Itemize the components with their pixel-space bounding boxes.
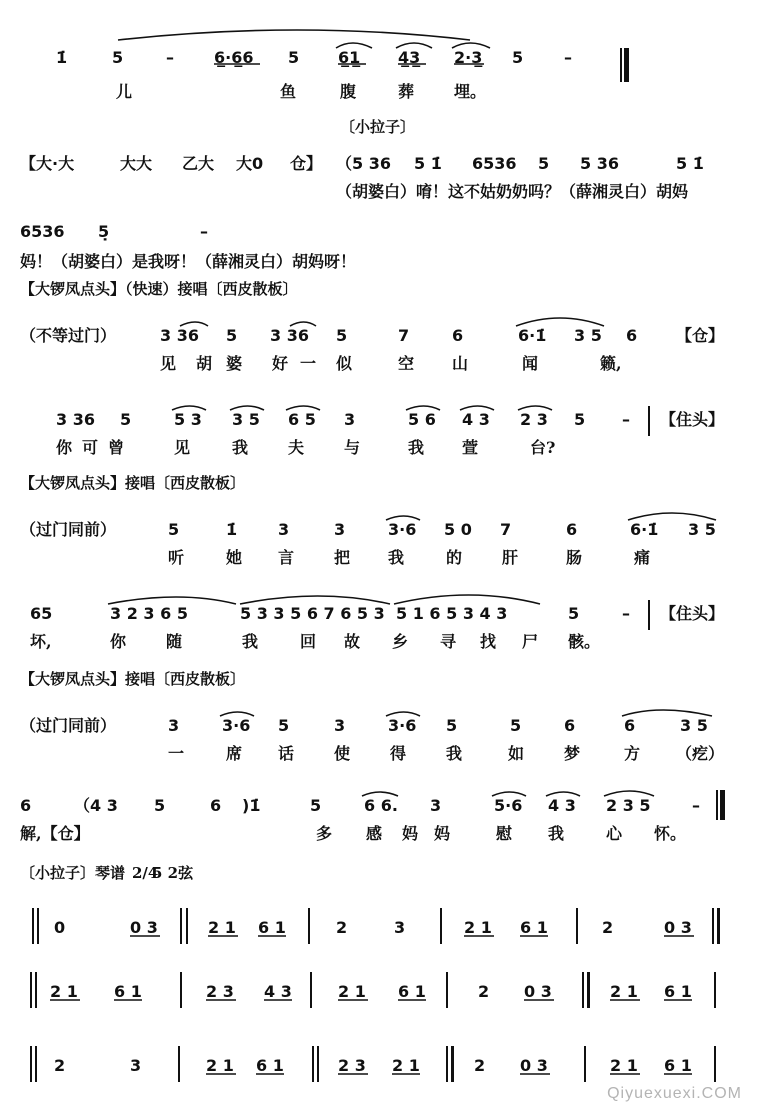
lyric-text: 好 bbox=[272, 354, 289, 373]
bar bbox=[648, 406, 650, 436]
lyric-text: 随 bbox=[166, 632, 183, 651]
note-group: 5 bbox=[226, 326, 238, 345]
lyric-text: 把 bbox=[334, 548, 351, 567]
lyric-text: 坏, bbox=[30, 632, 52, 651]
note-group: 3 5 bbox=[680, 716, 708, 735]
note-group: 6 5 bbox=[288, 410, 316, 429]
note-group: 5 bbox=[538, 154, 550, 173]
lyric-text: 她 bbox=[226, 548, 243, 567]
note-group: 5 bbox=[512, 48, 524, 67]
lyric-text: 似 bbox=[336, 354, 353, 373]
note-group: 6 1 bbox=[520, 918, 548, 937]
slur bbox=[394, 595, 540, 604]
note-group: 3 5 bbox=[688, 520, 716, 539]
lyric-text: 葬 bbox=[398, 82, 415, 101]
note-group: 3 bbox=[430, 796, 442, 815]
note-group: 6 1 bbox=[114, 982, 142, 1001]
lyric-text: 山 bbox=[452, 354, 469, 373]
note-group: 3 2 3 6 5 bbox=[110, 604, 188, 623]
lyric-text: 儿 bbox=[116, 82, 133, 101]
note-group: 6·1̇ bbox=[518, 326, 547, 345]
note-group: （5 36 bbox=[336, 154, 391, 173]
note-group: – bbox=[166, 48, 174, 67]
note-group: 5 1 6 5 3 4 3 bbox=[396, 604, 508, 623]
note-group: 3 bbox=[334, 716, 346, 735]
lyric-text: 见 bbox=[160, 354, 177, 373]
note-group: 5 bbox=[446, 716, 458, 735]
note-group: 5 1̇ bbox=[676, 154, 704, 173]
note-group: 5 bbox=[568, 604, 580, 623]
note-group: 2 bbox=[602, 918, 614, 937]
note-group: 0 3 bbox=[524, 982, 552, 1001]
note-group: 【住头】 bbox=[660, 410, 725, 429]
lyric-text: 闻 bbox=[522, 354, 539, 373]
note-group: 6·1̇ bbox=[630, 520, 659, 539]
lyric-text: 我 bbox=[388, 548, 405, 567]
note-group: 5 bbox=[120, 410, 132, 429]
slur bbox=[492, 792, 526, 796]
slur bbox=[230, 406, 264, 410]
slur bbox=[628, 513, 716, 520]
lyric-text: 方 bbox=[624, 744, 641, 763]
note-group: 6 bbox=[210, 796, 222, 815]
lyric-text: 我 bbox=[408, 438, 425, 457]
note-group: – bbox=[692, 796, 700, 815]
note-group: 0 bbox=[54, 918, 66, 937]
lyric-text: 多 bbox=[316, 824, 333, 843]
note-group: 2 bbox=[336, 918, 348, 937]
note-group: 2 1 bbox=[392, 1056, 420, 1075]
slur bbox=[460, 406, 494, 410]
note-group: 大大 bbox=[120, 154, 153, 173]
lyric-text: 如 bbox=[508, 744, 525, 763]
end-bar bbox=[716, 790, 718, 820]
lyric-text: 你 bbox=[56, 438, 73, 457]
note-group: 0 3 bbox=[130, 918, 158, 937]
slur bbox=[386, 516, 420, 520]
note-group: 6 bbox=[452, 326, 464, 345]
lyric-text: 寻 bbox=[440, 632, 457, 651]
slur bbox=[546, 792, 580, 796]
lyric-text: 回 bbox=[300, 632, 317, 651]
note-group: （过门同前） bbox=[20, 520, 117, 539]
note-group: 65 bbox=[30, 604, 53, 623]
note-group: 乙大 bbox=[182, 154, 215, 173]
bar bbox=[648, 600, 650, 630]
note-group: 3 bbox=[168, 716, 180, 735]
lyric-text: 听 bbox=[168, 548, 185, 567]
note-group: 2 1 bbox=[208, 918, 236, 937]
section-label: 【大锣凤点头】接唱〔西皮散板〕 bbox=[20, 474, 246, 492]
note-group: 6 6. bbox=[364, 796, 398, 815]
lyric-text: 妈 bbox=[434, 824, 451, 843]
note-group: 5 3 bbox=[174, 410, 202, 429]
section-label: 5 2弦 bbox=[152, 864, 194, 882]
note-group: 3 36 bbox=[56, 410, 95, 429]
note-group: 6 bbox=[626, 326, 638, 345]
note-group: 3·6 bbox=[388, 716, 417, 735]
note-group: 2 1 bbox=[338, 982, 366, 1001]
note-group: 6 1 bbox=[256, 1056, 284, 1075]
section-label: 〔小拉子〕琴谱 bbox=[20, 864, 126, 882]
watermark: Qiyuexuexi.COM bbox=[607, 1085, 742, 1102]
note-group: 3 bbox=[334, 520, 346, 539]
slur bbox=[396, 43, 432, 48]
note-group: 2 1 bbox=[610, 1056, 638, 1075]
note-group: 4 3 bbox=[462, 410, 490, 429]
section-label: 【大锣凤点头】（快速）接唱〔西皮散板〕 bbox=[20, 280, 298, 298]
lyric-text: 怀。 bbox=[654, 824, 687, 843]
note-group: 2 1 bbox=[50, 982, 78, 1001]
lyric-text: 我 bbox=[242, 632, 259, 651]
note-group: 2 1 bbox=[206, 1056, 234, 1075]
end-bar bbox=[624, 48, 629, 82]
note-group: （不等过门） bbox=[20, 326, 117, 345]
note-group: 3 36 bbox=[270, 326, 309, 345]
note-group: 6536 bbox=[20, 222, 65, 241]
slur bbox=[518, 406, 552, 410]
lyric-text: 你 bbox=[110, 632, 127, 651]
note-group: 6 bbox=[20, 796, 32, 815]
lyric-text: 使 bbox=[334, 744, 351, 763]
lyric-text: 埋。 bbox=[454, 82, 487, 101]
slur bbox=[286, 406, 320, 410]
lyric-text: 肠 bbox=[566, 548, 583, 567]
note-group: 5 bbox=[288, 48, 300, 67]
note-group: 5 36 bbox=[580, 154, 619, 173]
slur bbox=[180, 322, 208, 326]
note-group: 【住头】 bbox=[660, 604, 725, 623]
lyric-text: 台? bbox=[530, 438, 556, 457]
slur bbox=[622, 710, 712, 716]
note-group: 6 bbox=[566, 520, 578, 539]
lyric-text: 乡 bbox=[392, 632, 409, 651]
note-group: 6 1 bbox=[398, 982, 426, 1001]
lyric-text: 尸 bbox=[522, 632, 539, 651]
note-group: 3·6 bbox=[388, 520, 417, 539]
lyric-text: 籁, bbox=[600, 354, 622, 373]
note-group: 3·6 bbox=[222, 716, 251, 735]
note-group: 3 36 bbox=[160, 326, 199, 345]
lyric-text: 我 bbox=[548, 824, 565, 843]
slur bbox=[516, 318, 604, 326]
note-group: 0 3 bbox=[664, 918, 692, 937]
note-group: 2 bbox=[54, 1056, 66, 1075]
lyric-text: 胡 bbox=[196, 354, 213, 373]
lyric-text: 我 bbox=[232, 438, 249, 457]
note-group: 4 3 bbox=[264, 982, 292, 1001]
lyric-text: 的 bbox=[446, 548, 463, 567]
note-group: 2 bbox=[478, 982, 490, 1001]
note-group: 5 0 bbox=[444, 520, 472, 539]
end-bar bbox=[620, 48, 622, 82]
lyric-text: 言 bbox=[278, 548, 295, 567]
note-group: – bbox=[622, 410, 630, 429]
lyric-text: 席 bbox=[226, 744, 243, 763]
note-group: 6 1 bbox=[258, 918, 286, 937]
slur bbox=[452, 43, 490, 48]
lyric-text: 找 bbox=[480, 632, 497, 651]
note-group: 5·6 bbox=[494, 796, 523, 815]
note-group: 7 bbox=[398, 326, 410, 345]
note-group: 5 bbox=[154, 796, 166, 815]
lyric-text: 得 bbox=[390, 744, 407, 763]
section-label: 【大锣凤点头】接唱〔西皮散板〕 bbox=[20, 670, 246, 688]
lyric-text: 心 bbox=[606, 824, 623, 843]
note-group: 【仓】 bbox=[676, 326, 725, 345]
note-group: 5 3 3 5 6 7 6 5 3 bbox=[240, 604, 385, 623]
note-group: 3 bbox=[394, 918, 406, 937]
note-group: 5 bbox=[112, 48, 124, 67]
end-bar bbox=[720, 790, 725, 820]
note-group: 5 bbox=[168, 520, 180, 539]
note-group: 5 bbox=[574, 410, 586, 429]
note-group: （4 3 bbox=[74, 796, 118, 815]
note-group: 【大·大 bbox=[20, 154, 75, 173]
section-label: 2/4 bbox=[132, 864, 159, 882]
lyric-text: 妈！（胡婆白）是我呀！（薛湘灵白）胡妈呀！ bbox=[20, 252, 357, 271]
slur bbox=[172, 406, 206, 410]
note-group: 6 bbox=[624, 716, 636, 735]
slur bbox=[604, 791, 654, 796]
lyric-text: 慰 bbox=[496, 824, 513, 843]
note-group: 6536 bbox=[472, 154, 517, 173]
slur bbox=[220, 712, 254, 716]
note-group: 5̣ bbox=[98, 222, 110, 241]
note-group: 5 bbox=[278, 716, 290, 735]
lyric-text: 感 bbox=[366, 824, 383, 843]
note-group: 6̲1̲ bbox=[338, 48, 361, 67]
note-group: （过门同前） bbox=[20, 716, 117, 735]
note-group: 2 3 bbox=[520, 410, 548, 429]
note-group: 3 5 bbox=[574, 326, 602, 345]
note-group: 3 5 bbox=[232, 410, 260, 429]
note-group: 6 1 bbox=[664, 982, 692, 1001]
lyric-text: 夫 bbox=[288, 438, 305, 457]
note-group: 2 3 5 bbox=[606, 796, 651, 815]
lyric-text: 痛 bbox=[634, 548, 651, 567]
note-group: 仓】 bbox=[290, 154, 323, 173]
note-group: 2 3 bbox=[338, 1056, 366, 1075]
note-group: 6 1 bbox=[664, 1056, 692, 1075]
note-group: 2·3̲ bbox=[454, 48, 483, 67]
lyric-text: （胡婆白）唷！这不姑奶奶吗？（薛湘灵白）胡妈 bbox=[336, 182, 689, 201]
note-group: 1̇ bbox=[56, 48, 68, 67]
note-group: 2 bbox=[474, 1056, 486, 1075]
lyric-text: 故 bbox=[344, 632, 361, 651]
note-group: 7 bbox=[500, 520, 512, 539]
note-group: 5 bbox=[310, 796, 322, 815]
slur bbox=[290, 322, 316, 326]
lyric-text: 腹 bbox=[340, 82, 357, 101]
note-group: 1̇ bbox=[226, 520, 238, 539]
lyric-text: 曾 bbox=[108, 438, 125, 457]
note-group: 3 bbox=[130, 1056, 142, 1075]
note-group: 0 3 bbox=[520, 1056, 548, 1075]
note-group: – bbox=[622, 604, 630, 623]
note-group: 4̲3̲ bbox=[398, 48, 421, 67]
lyric-text: 萱 bbox=[462, 438, 479, 457]
slur bbox=[118, 30, 470, 40]
lyric-text: 话 bbox=[278, 744, 295, 763]
slur bbox=[362, 792, 398, 796]
slur bbox=[108, 597, 236, 604]
note-group: 6 bbox=[564, 716, 576, 735]
note-group: 5 bbox=[336, 326, 348, 345]
note-group: 5 6 bbox=[408, 410, 436, 429]
lyric-text: 鱼 bbox=[280, 82, 297, 101]
note-group: 2 1 bbox=[464, 918, 492, 937]
lyric-text: 肝 bbox=[502, 548, 519, 567]
lyric-text: 妈 bbox=[402, 824, 419, 843]
note-group: 3 bbox=[344, 410, 356, 429]
lyric-text: 婆 bbox=[226, 354, 243, 373]
lyric-text: 一 bbox=[300, 354, 317, 373]
lyric-text: 见 bbox=[174, 438, 191, 457]
note-group: 2 3 bbox=[206, 982, 234, 1001]
lyric-text: 可 bbox=[82, 438, 99, 457]
lyric-text: （疙） bbox=[676, 744, 725, 763]
slur bbox=[406, 406, 440, 410]
note-group: )1̇ bbox=[242, 796, 261, 815]
note-group: 6̲·6̲6 bbox=[214, 48, 254, 67]
lyric-text: 我 bbox=[446, 744, 463, 763]
note-group: 大0 bbox=[236, 154, 264, 173]
note-group: – bbox=[200, 222, 208, 241]
note-group: – bbox=[564, 48, 572, 67]
slur bbox=[386, 712, 420, 716]
note-group: 5 1̇ bbox=[414, 154, 442, 173]
note-group: 4 3 bbox=[548, 796, 576, 815]
slur bbox=[240, 596, 390, 604]
lyric-text: 空 bbox=[398, 354, 415, 373]
lyric-text: 一 bbox=[168, 744, 185, 763]
lyric-text: 梦 bbox=[564, 744, 581, 763]
note-group: 2 1 bbox=[610, 982, 638, 1001]
lyric-text: 与 bbox=[344, 438, 361, 457]
note-group: 5 bbox=[510, 716, 522, 735]
note-group: 3 bbox=[278, 520, 290, 539]
lyric-text: 解,【仓】 bbox=[20, 824, 90, 843]
section-label: 〔小拉子〕 bbox=[340, 118, 416, 136]
lyric-text: 骸。 bbox=[568, 632, 601, 651]
slur bbox=[336, 43, 372, 48]
